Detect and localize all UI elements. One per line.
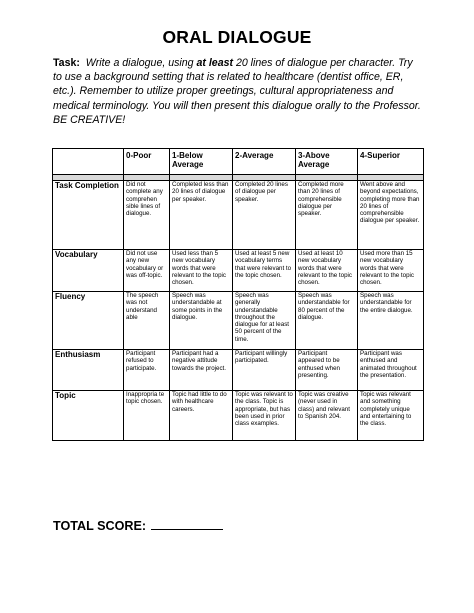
task-label: Task:: [53, 57, 80, 69]
page-title: ORAL DIALOGUE: [162, 27, 312, 47]
rubric-row-topic: [53, 391, 424, 441]
criterion-label: Fluency: [53, 292, 124, 350]
rubric-cell: Speech was understandable for 80 percent of the dialogue.: [296, 292, 358, 350]
rubric-cell: Used less than 5 new vocabulary words that were relevant to the topic chosen.: [170, 250, 233, 292]
criterion-label: Enthusiasm: [53, 350, 124, 391]
rubric-cell: Speech was generally understandable throughout the dialogue for at least 50 percent of the time.: [233, 292, 296, 350]
rubric-row-task-completion: [53, 181, 424, 250]
task-emphasis: at least: [196, 57, 234, 69]
criterion-label: Vocabulary: [53, 250, 124, 292]
criterion-label: Topic: [53, 391, 124, 441]
rubric-row-fluency: [53, 292, 424, 350]
rubric-cell: Participant willingly participated.: [233, 350, 296, 391]
rubric-header-row: [53, 149, 424, 175]
rubric-cell: The speech was not understand able: [124, 292, 170, 350]
header-below-average: 1-Below Average: [170, 149, 233, 175]
rubric-cell: Topic had little to do with healthcare careers.: [170, 391, 233, 441]
task-description: [53, 56, 423, 127]
rubric-cell: Speech was understandable at some points in the dialogue.: [170, 292, 233, 350]
total-score: [53, 517, 223, 533]
rubric-cell: Participant had a negative attitude towards the project.: [170, 350, 233, 391]
rubric-cell: Did not complete any comprehen sible lines of dialogue.: [124, 181, 170, 250]
criterion-label: Task Completion: [53, 181, 124, 250]
rubric-cell: Used at least 10 new vocabulary words that were relevant to the topic chosen.: [296, 250, 358, 292]
total-score-blank-line[interactable]: [151, 517, 223, 530]
header-blank: [53, 149, 124, 175]
rubric-row-enthusiasm: [53, 350, 424, 391]
rubric-table: [52, 148, 424, 441]
rubric-cell: Completed less than 20 lines of dialogue per speaker.: [170, 181, 233, 250]
rubric-cell: Speech was understandable for the entire dialogue.: [358, 292, 424, 350]
header-poor: 0-Poor: [124, 149, 170, 175]
rubric-cell: Used at least 5 new vocabulary terms that were relevant to the topic chosen.: [233, 250, 296, 292]
rubric-cell: Participant refused to participate.: [124, 350, 170, 391]
rubric-cell: Went above and beyond expectations, completing more than 20 lines of comprehensible dialogue per speaker.: [358, 181, 424, 250]
total-score-label: TOTAL SCORE:: [53, 519, 147, 533]
header-above-average: 3-Above Average: [296, 149, 358, 175]
rubric-cell: Topic was creative (never used in class) and relevant to Spanish 204.: [296, 391, 358, 441]
rubric-cell: Used more than 15 new vocabulary words that were relevant to the topic chosen.: [358, 250, 424, 292]
rubric-cell: Inappropria te topic chosen.: [124, 391, 170, 441]
rubric-cell: Topic was relevant to the class. Topic is appropriate, but has been used in prior class examples.: [233, 391, 296, 441]
rubric-cell: Completed 20 lines of dialogue per speaker.: [233, 181, 296, 250]
rubric-cell: Completed more than 20 lines of comprehensible dialogue per speaker.: [296, 181, 358, 250]
rubric-cell: Did not use any new vocabulary or was off-topic.: [124, 250, 170, 292]
header-superior: 4-Superior: [358, 149, 424, 175]
rubric-row-vocabulary: [53, 250, 424, 292]
header-average: 2-Average: [233, 149, 296, 175]
rubric-cell: Participant was enthused and animated throughout the presentation.: [358, 350, 424, 391]
task-text-part2: 20 lines of dialogue per character. Try to use a background setting that is related to healthcare (dentist office, ER, etc.). Remember to utilize proper greetings, cultural appropriateness and medical terminology. You will then present this dialogue orally to the Professor. BE CREATIVE!: [53, 57, 421, 126]
task-text-part1: Write a dialogue, using: [85, 57, 197, 69]
rubric-cell: Participant appeared to be enthused when presenting.: [296, 350, 358, 391]
rubric-cell: Topic was relevant and something completely unique and entertaining to the class.: [358, 391, 424, 441]
